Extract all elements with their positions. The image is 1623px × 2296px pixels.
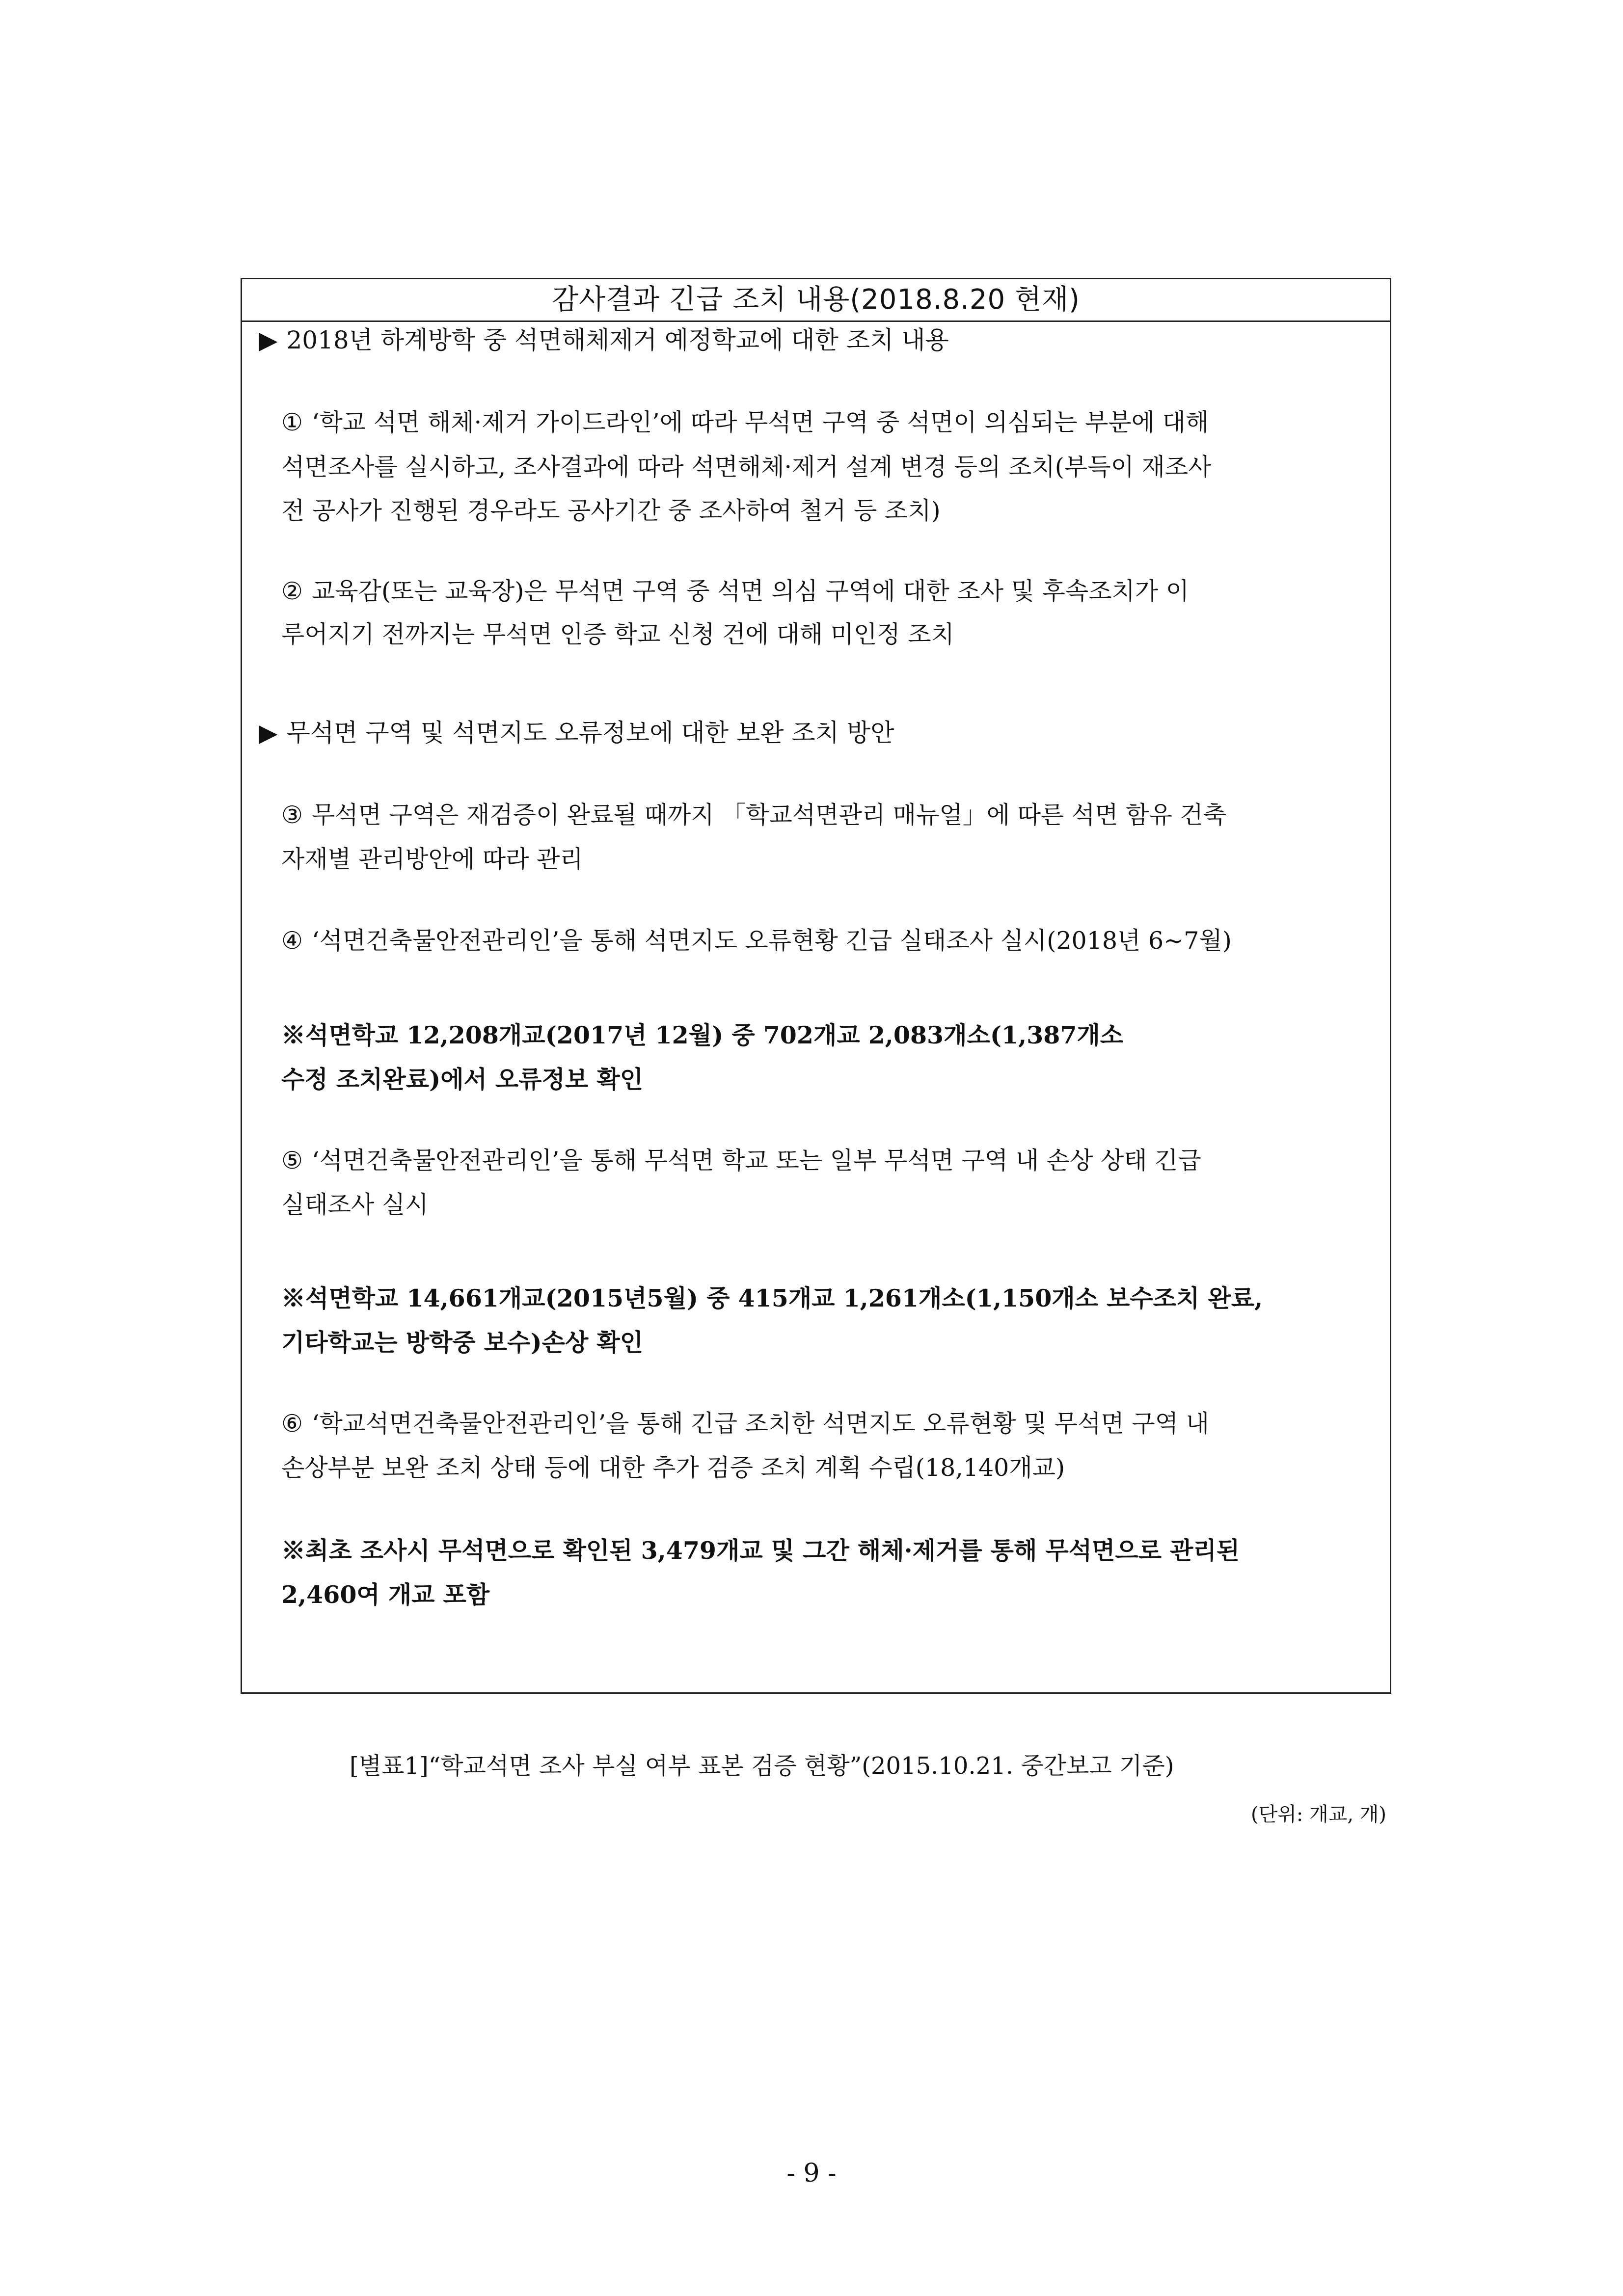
item-2-number: ②	[281, 577, 303, 605]
item-5-line-2: 실태조사 실시	[281, 1191, 429, 1219]
note-1-line-1: ※석면학교 12,208개교(2017년 12월) 중 702개교 2,083개소(1,387개소	[281, 1021, 1124, 1049]
triangle-bullet-icon: ▶	[259, 326, 278, 354]
item-5-number: ⑤	[281, 1147, 303, 1175]
item-2-text-1: 교육감(또는 교육장)은 무석면 구역 중 석면 의심 구역에 대한 조사 및 후속조치가 이	[311, 577, 1190, 605]
note-3-line-2: 2,460여 개교 포함	[281, 1580, 490, 1609]
item-3-number: ③	[281, 801, 303, 829]
item-2-line-1	[281, 577, 1189, 606]
item-6-text-1: ‘학교석면건축물안전관리인’을 통해 긴급 조치한 석면지도 오류현황 및 무석면 구역 내	[311, 1410, 1209, 1438]
item-1-line-1	[281, 408, 1209, 437]
item-2-line-2: 루어지기 전까지는 무석면 인증 학교 신청 건에 대해 미인정 조치	[281, 620, 954, 648]
item-4-line-1	[281, 926, 1232, 956]
item-4-text-1: ‘석면건축물안전관리인’을 통해 석면지도 오류현황 긴급 실태조사 실시(2018년 6~7월)	[311, 927, 1232, 955]
item-1-line-3: 전 공사가 진행된 경우라도 공사기간 중 조사하여 철거 등 조치)	[281, 497, 941, 525]
item-4-number: ④	[281, 927, 303, 955]
audit-result-box	[241, 278, 1391, 1694]
note-1-line-2: 수정 조치완료)에서 오류정보 확인	[281, 1065, 644, 1094]
item-5-text-1: ‘석면건축물안전관리인’을 통해 무석면 학교 또는 일부 무석면 구역 내 손상 상태 긴급	[311, 1147, 1201, 1175]
section-2-heading-text: 무석면 구역 및 석면지도 오류정보에 대한 보완 조치 방안	[286, 719, 894, 747]
section-1-heading-text: 2018년 하계방학 중 석면해체제거 예정학교에 대한 조치 내용	[286, 326, 949, 354]
triangle-bullet-icon: ▶	[259, 719, 278, 747]
table-caption: [별표1]“학교석면 조사 부실 여부 표본 검증 현황”(2015.10.21. 중간보고 기준)	[350, 1752, 1174, 1780]
item-3-line-2: 자재별 관리방안에 따라 관리	[281, 845, 583, 873]
note-2-line-1: ※석면학교 14,661개교(2015년5월) 중 415개교 1,261개소(1,150개소 보수조치 완료,	[281, 1284, 1263, 1312]
item-6-line-1	[281, 1409, 1209, 1439]
item-6-number: ⑥	[281, 1410, 303, 1438]
box-title: 감사결과 긴급 조치 내용(2018.8.20 현재)	[242, 279, 1390, 322]
item-1-line-2: 석면조사를 실시하고, 조사결과에 따라 석면해체·제거 설계 변경 등의 조치(부득이 재조사	[281, 453, 1212, 481]
item-6-line-2: 손상부분 보완 조치 상태 등에 대한 추가 검증 조치 계획 수립(18,140개교)	[281, 1454, 1065, 1482]
item-1-number: ①	[281, 408, 303, 436]
section-2-heading	[259, 718, 894, 748]
note-3-line-1: ※최초 조사시 무석면으로 확인된 3,479개교 및 그간 해체·제거를 통해 무석면으로 관리된	[281, 1536, 1240, 1565]
page-number: - 9 -	[786, 2159, 837, 2188]
unit-label: (단위: 개교, 개)	[1251, 1803, 1387, 1826]
item-1-text-1: ‘학교 석면 해체·제거 가이드라인’에 따라 무석면 구역 중 석면이 의심되는 부분에 대해	[311, 408, 1209, 436]
note-2-line-2: 기타학교는 방학중 보수)손상 확인	[281, 1328, 644, 1357]
section-1-heading	[259, 325, 949, 355]
item-3-line-1	[281, 801, 1226, 830]
item-3-text-1: 무석면 구역은 재검증이 완료될 때까지 「학교석면관리 매뉴얼」에 따른 석면 함유 건축	[311, 801, 1227, 829]
item-5-line-1	[281, 1146, 1201, 1175]
